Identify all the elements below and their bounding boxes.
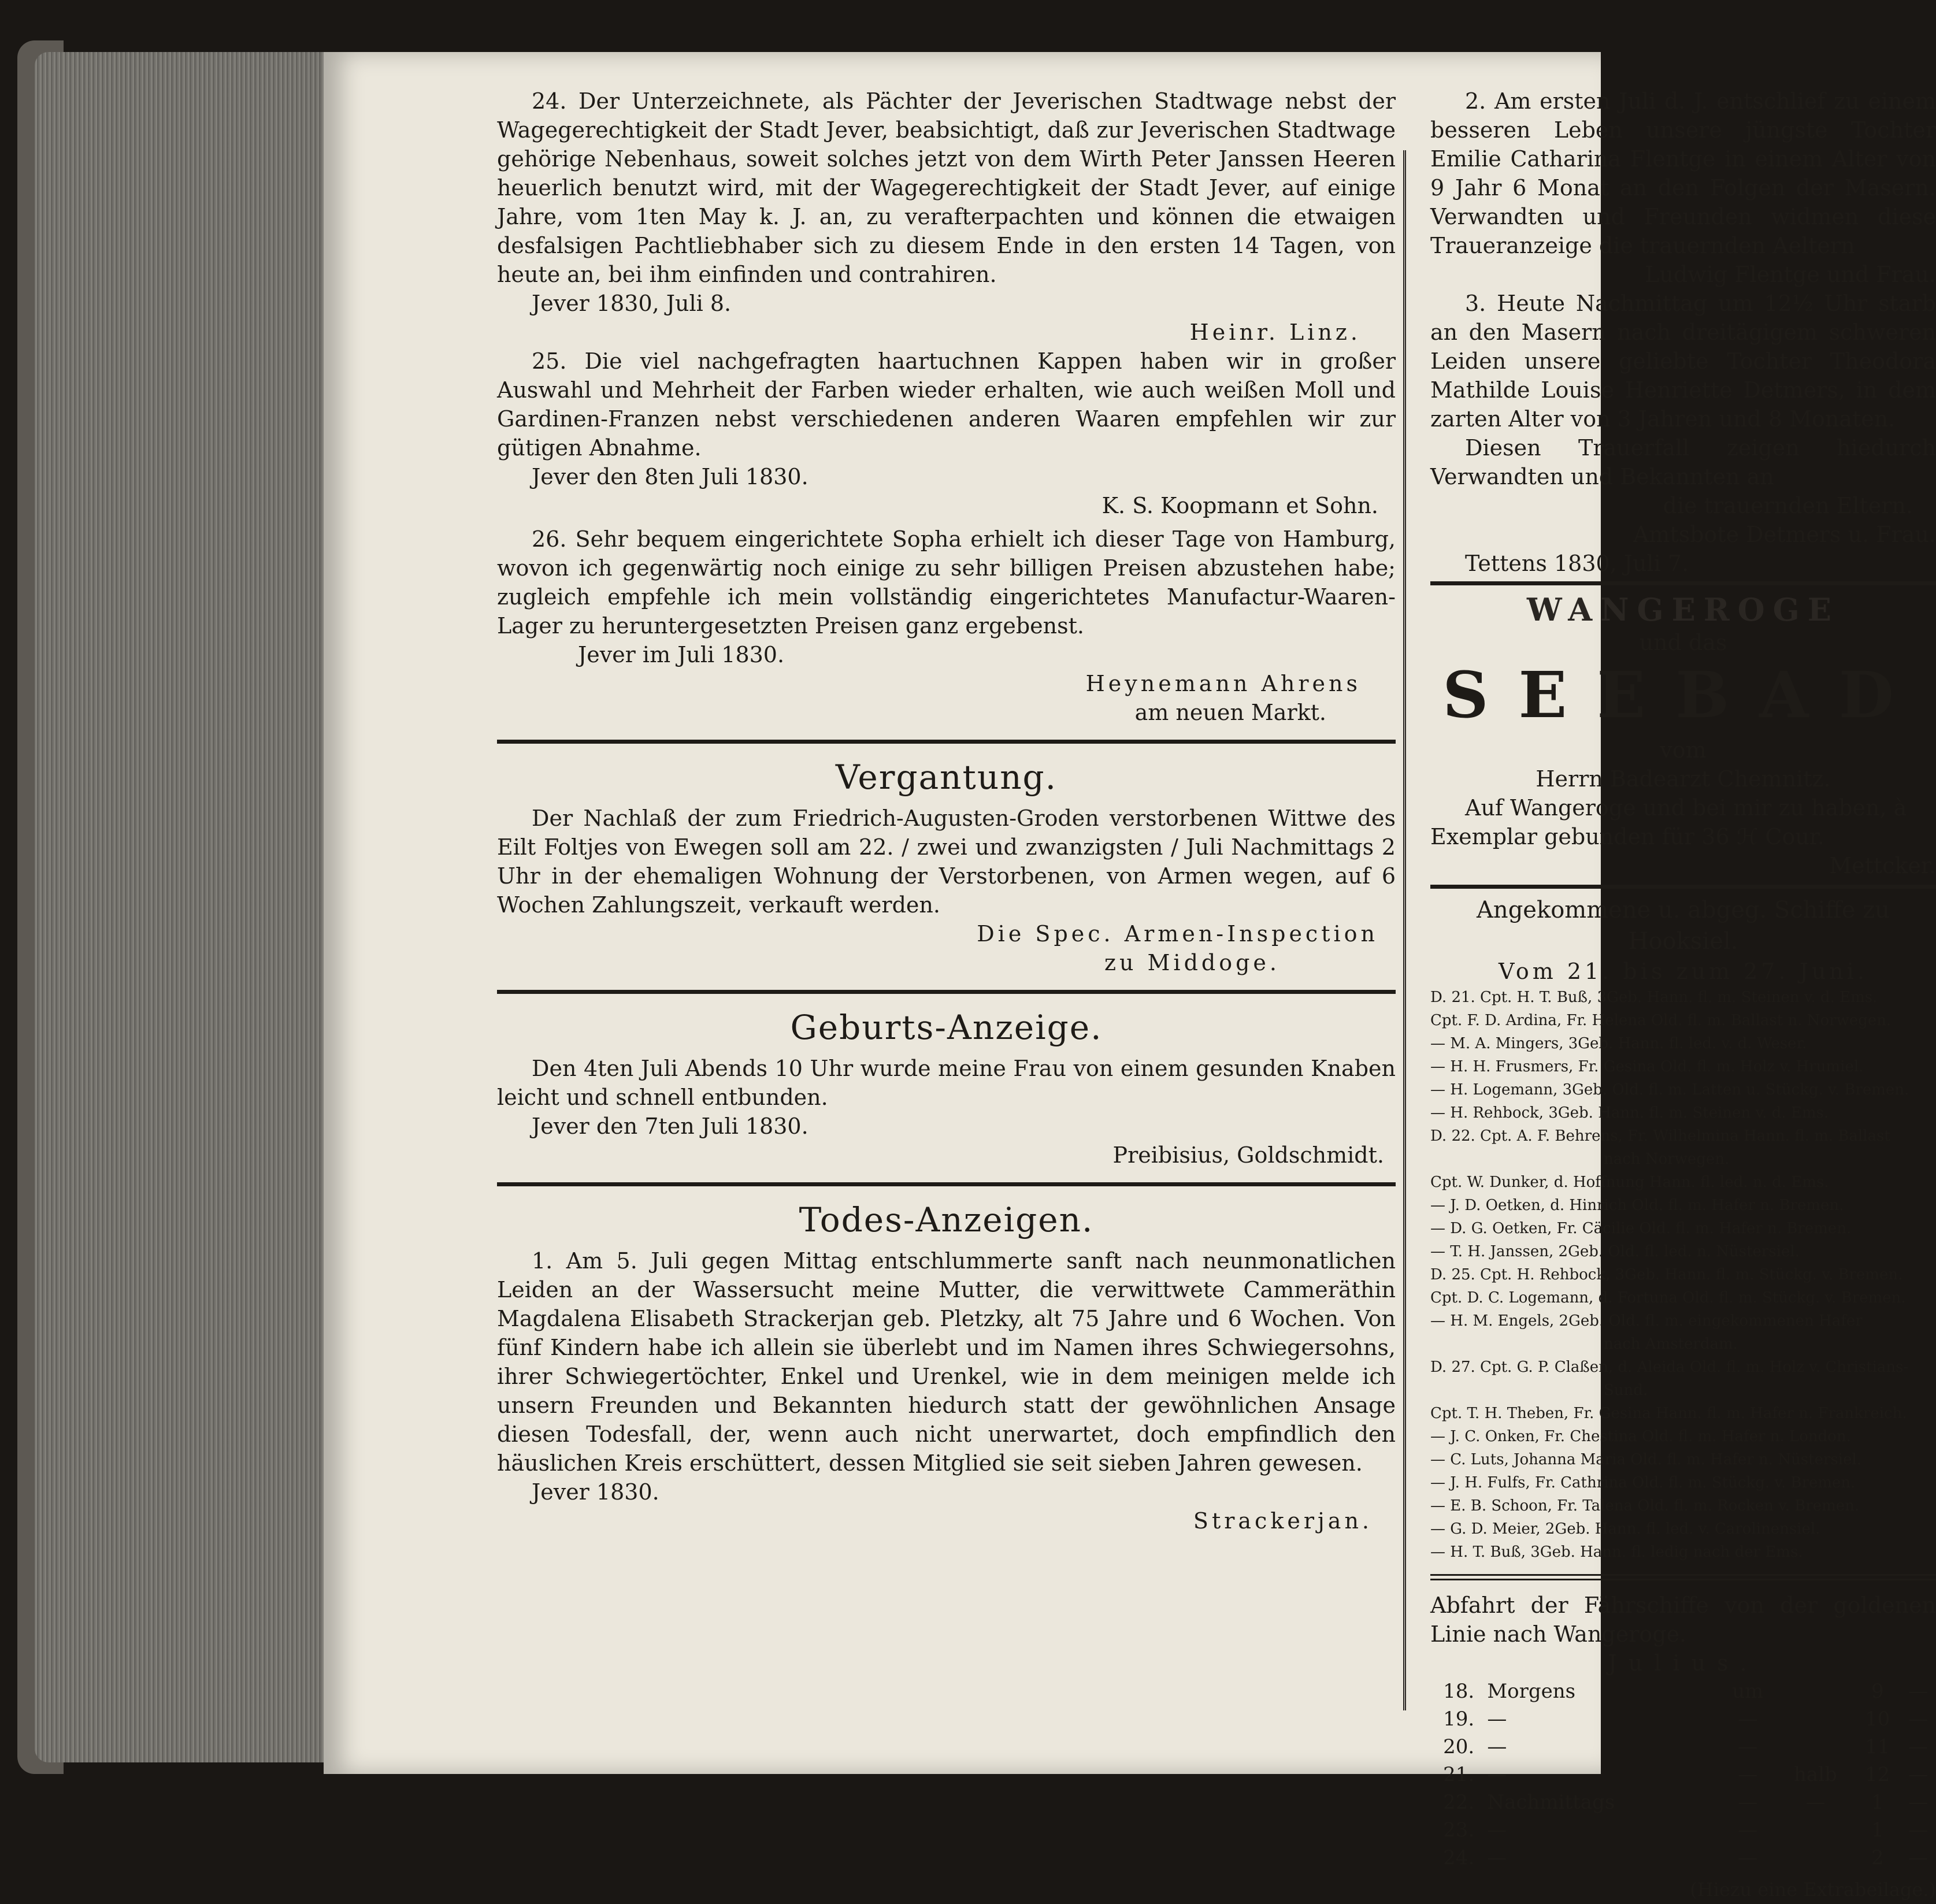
ferry-cell-dash: —	[1908, 1708, 1928, 1731]
death-3-text-2: Diesen Trauerfall zeigen hiedurch Verwandten und Bekannten an	[1430, 435, 1936, 489]
left-column	[497, 87, 1396, 1535]
ferry-cell-dash: —	[1908, 1846, 1928, 1869]
ferry-cell-when: —	[1487, 1763, 1507, 1786]
vergantung-signature: Die Spec. Armen-Inspection	[977, 921, 1378, 947]
ferry-cell-half	[1776, 1677, 1855, 1705]
death-2-signature: Ludwig Flentge und Frau.	[1645, 262, 1936, 287]
ferry-cell-dash: —	[1908, 1763, 1928, 1786]
ferry-cell-dash: —	[1908, 1818, 1928, 1842]
ferry-schedule	[1430, 1677, 1936, 1872]
ship-row: — J. H. Fulfs, Fr. Cathrina Old. fl. m. Stückg. v. Bremen.	[1430, 1474, 1856, 1491]
ferry-cell-dash: —	[1908, 1680, 1928, 1703]
ship-row: — C. Luts, Johanna Maria Old. fl. m. Hafer n. Nüstersiel.	[1430, 1451, 1862, 1468]
ships-heading: Angekommene u. abgeg. Schiffe zu Hooksiel.	[1477, 897, 1890, 955]
ferry-cell-when: —	[1487, 1735, 1507, 1758]
vergantung-text: Der Nachlaß der zum Friedrich-Augusten-Groden verstorbenen Wittwe des Eilt Foltjes von Ewegen soll am 22. / zwei und zwanzigsten / Juli Nachmittags 2 Uhr in der ehemaligen Wohnung der Verstorbenen, von Armen wegen, auf 6 Wochen Zahlungszeit, verkauft werden.	[497, 806, 1396, 918]
book-page-edges	[35, 52, 324, 1762]
seebad-price: Exemplar gebunden für 36 ℋ Cour.	[1430, 824, 1824, 849]
ship-row: — M. A. Mingers, 3Geb. Hann. fl. led. v. d. Weser.	[1430, 1035, 1807, 1052]
geburt-signature: Preibisius, Goldschmidt.	[1112, 1142, 1384, 1168]
ship-row: — H. Logemann, 3Geb. Old. fl. m. Latten u. Stückg. v. Bremen.	[1430, 1081, 1909, 1098]
ferry-cell-hour: 10	[1865, 1708, 1890, 1731]
ship-row: Cpt. D. C. Logemann, d. Fortuna Old. fl. m. Stückg. v. Bremen.	[1430, 1289, 1906, 1307]
ferry-cell-hour: 1	[1871, 1791, 1884, 1814]
seebad-availability: Auf Wangeroge und bei mir zu haben, à	[1465, 795, 1907, 821]
ferry-cell-when: —	[1487, 1708, 1507, 1731]
ship-row: Cpt. T. H. Theben, Fr. Gesina Hann. fl. m. Hafer n. Frankreich.	[1430, 1405, 1907, 1422]
todes-heading: Todes-Anzeigen.	[799, 1200, 1094, 1239]
ship-row: Sund.	[1604, 1382, 1648, 1399]
ferry-cell-hour: 11	[1865, 1735, 1890, 1758]
ferry-row	[1430, 1761, 1936, 1788]
ferry-cell-um: —	[1738, 1818, 1758, 1842]
ship-row: — J. D. Oetken, d. Hinrich Old. fl. m. Hafer n. Bremen.	[1430, 1197, 1844, 1214]
ship-row: D. 25. Cpt. H. Rehbock, 3Geb. Hann. fl. m. Stückg. v. Bremen.	[1430, 1266, 1903, 1283]
ferry-cell-hour: 12	[1865, 1763, 1890, 1786]
ferry-cell-um: um	[1732, 1680, 1764, 1703]
seebad-and: und das	[1639, 630, 1727, 655]
death-3-date: Tettens 1830, Juli 7.	[1465, 551, 1689, 576]
ship-row: — J. C. Onken, Fr. Chestina Old. fl. m. Hafer n. London.	[1430, 1428, 1851, 1445]
ferry-row	[1430, 1733, 1936, 1761]
newspaper-page	[324, 52, 1936, 1901]
ferry-row	[1430, 1788, 1936, 1816]
ferry-cell-day: 19.	[1443, 1708, 1475, 1731]
ship-row: — H. Rehbock, 3Geb. Hann. fl. m. Steinen v. d. Ems.	[1430, 1104, 1829, 1122]
geburt-date: Jever den 7ten Juli 1830.	[532, 1114, 808, 1139]
ferry-cell-um: —	[1738, 1708, 1758, 1731]
death-3-signature-1: die trauernden Eltern.	[1663, 493, 1913, 518]
todes-signature: Strackerjan.	[1193, 1508, 1373, 1534]
ferry-cell-day: 18.	[1443, 1680, 1475, 1703]
ship-row: — D. G. Oetken, Fr. Cäcilie Old. fl. m. Hafer n. Bremen.	[1430, 1220, 1852, 1237]
death-2-text: 2. Am ersten Juli d. J. entschlief zu einem besseren Leben unsere jüngste Tochter Emilie Catharina Flentge in einem Alter von 9 Jahr 6 Monat an den Folgen der Masern. Verwandten und Freunden widmen diese Traueranzeige die trauernden Aeltern	[1430, 88, 1936, 258]
ferry-cell-dash: —	[1908, 1791, 1928, 1814]
death-3-text: 3. Heute Nachmittag um 12½ Uhr starb an den Masern nach dreitägigem schweren Leiden unsere geliebte Tochter Theodora Mathilde Louise Henriette Detmers, in dem zarten Alter von 3 Jahren und 8 Monaten.	[1430, 291, 1936, 432]
seebad-signature: Mettcker.	[1829, 853, 1936, 878]
ship-row: D. 21. Cpt. H. T. Buß, 3Geb. Hann. fl. m. Steinen v. d. Ems.	[1430, 989, 1878, 1006]
ferry-cell-um: —	[1738, 1791, 1758, 1814]
ad-24-text: 24. Der Unterzeichnete, als Pächter der Jeverischen Stadtwage nebst der Wagegerechtigkeit der Stadt Jever, beabsichtigt, daß zur Jeverischen Stadtwage gehörige Nebenhaus, soweit solches jetzt von dem Wirth Peter Janssen Heeren heuerlich benutzt wird, mit der Wagegerechtigkeit der Stadt Jever, auf einige Jahre, vom 1ten May k. J. an, zu verafterpachten und können die etwaigen desfalsigen Pachtliebhaber sich zu diesem Ende in den ersten 14 Tagen, von heute an, bei ihm einfinden und contrahiren.	[497, 88, 1396, 287]
seebad-vom: vom	[1660, 737, 1707, 763]
ferry-cell-day: 23.	[1443, 1818, 1475, 1842]
ferry-cell-half: halb	[1794, 1763, 1837, 1786]
ferry-cell-hour: 2	[1871, 1846, 1884, 1869]
ship-row: — H. M. Engels, 2Geb. Old. fl. m. eingekommenen Hafer	[1430, 1312, 1863, 1330]
geburt-text: Den 4ten Juli Abends 10 Uhr wurde meine Frau von einem gesunden Knaben leicht und schnell entbunden.	[497, 1056, 1396, 1110]
seebad-title: SEEBAD	[1442, 658, 1924, 732]
ferry-heading: Abfahrt der Fährschiffe von der goldenen Linie nach Wangeroge.	[1430, 1593, 1936, 1647]
ships-list	[1430, 986, 1936, 1564]
ship-row: D. 27. Cpt. G. P. Claßen, d. Aleida Old. fl. m. Holz v. Christians-	[1430, 1359, 1909, 1376]
ship-row: — E. B. Schoon, Fr. Talena Old. fl. m. Rocken v. Bremen.	[1430, 1497, 1860, 1515]
ship-row: D. 22. Cpt. A. F. Behrens, Fr. Wilhelmina Hann. fl. m. Ballast	[1430, 1127, 1890, 1145]
ferry-cell-day: 20.	[1443, 1735, 1475, 1758]
ferry-cell-hour: 9	[1871, 1680, 1884, 1703]
ferry-cell-half	[1776, 1733, 1855, 1761]
ferry-cell-day: 22.	[1443, 1791, 1475, 1814]
ferry-row	[1430, 1844, 1936, 1872]
death-3-signature-2: Amtsbote Detmers u. Frau.	[1633, 522, 1936, 547]
ferry-note: (Hiezu eine Extrabeilage.)	[1690, 1879, 1936, 1901]
section-rule	[497, 990, 1396, 994]
ferry-cell-half: —	[1805, 1791, 1826, 1814]
ship-row: Cpt. W. Dunker, d. Hoffnung Hann. fl. led. n. d. Ems.	[1430, 1174, 1829, 1191]
ferry-cell-when: —	[1487, 1818, 1507, 1842]
ferry-cell-half	[1776, 1844, 1855, 1872]
section-rule	[1430, 885, 1936, 889]
ship-row: nach Norwegen.	[1604, 1150, 1730, 1168]
ferry-cell-when: Nachmittags	[1487, 1791, 1615, 1814]
wangeroge-title: WANGEROGE	[1527, 591, 1839, 628]
ship-row: — H. T. Buß, 3Geb. Hann. fl. ledig nach der Ems.	[1430, 1543, 1803, 1561]
seebad-author: Herrn Badearzt Chemnitz.	[1536, 766, 1831, 792]
ship-row: — H. H. Frusmers, Fr. Gesina Old. fl. m. Holz v. Hrumiel.	[1430, 1058, 1864, 1075]
ferry-cell-um: —	[1738, 1735, 1758, 1758]
right-column	[1430, 87, 1936, 1904]
ship-row: nach Amsterdam.	[1604, 1335, 1738, 1353]
ad-26-date: Jever im Juli 1830.	[578, 642, 785, 667]
ferry-cell-dash: —	[1908, 1735, 1928, 1758]
ferry-cell-um: —	[1738, 1763, 1758, 1786]
ferry-cell-day: 21.	[1443, 1763, 1475, 1786]
ferry-row	[1430, 1705, 1936, 1733]
geburt-heading: Geburts-Anzeige.	[790, 1008, 1103, 1047]
ship-row: — T. H. Janssen, 2Geb. Old. fl. led. n. Nüstersiel.	[1430, 1243, 1800, 1260]
ad-26-signature-place: am neuen Markt.	[1134, 700, 1326, 725]
ferry-cell-half	[1776, 1816, 1855, 1844]
ad-26-signature-name: Heynemann Ahrens	[1085, 671, 1361, 696]
ferry-row	[1430, 1816, 1936, 1844]
ad-25-signature: K. S. Koopmann et Sohn.	[1101, 493, 1378, 518]
section-rule-double	[1430, 1574, 1936, 1580]
ad-26-text: 26. Sehr bequem eingerichtete Sopha erhielt ich dieser Tage von Hamburg, wovon ich gegenwärtig noch einige zu sehr billigen Preisen abzustehen habe; zugleich empfehle ich mein vollständig eingerichtetes Manufactur-Waaren-Lager zu heruntergesetzten Preisen ganz ergebenst.	[497, 526, 1396, 639]
ferry-cell-when: —	[1487, 1846, 1507, 1869]
ships-subheading: Vom 21. bis zum 27. Juni.	[1498, 959, 1868, 984]
ferry-cell-when: Morgens	[1487, 1680, 1576, 1703]
todes-date: Jever 1830.	[532, 1479, 659, 1505]
section-rule	[1430, 581, 1936, 585]
todes-text: 1. Am 5. Juli gegen Mittag entschlummerte sanft nach neunmonatlichen Leiden an der Wassersucht meine Mutter, die verwittwete Cammeräthin Magdalena Elisabeth Strackerjan geb. Pletzky, alt 75 Jahre und 6 Wochen. Von fünf Kindern habe ich allein sie überlebt und im Namen ihres Schwiegersohns, ihrer Schwiegertöchter, Enkel und Urenkel, wie in dem meinigen melde ich unsern Freunden und Bekannten hiedurch statt der gewöhnlichen Ansage diesen Todesfall, der, wenn auch nicht unerwartet, doch empfindlich den häuslichen Kreis erschüttert, dessen Mitglied sie seit sieben Jahren gewesen.	[497, 1248, 1396, 1476]
vergantung-heading: Vergantung.	[835, 758, 1058, 797]
ad-24-date: Jever 1830, Juli 8.	[532, 291, 732, 316]
ship-row: Cpt. F. D. Ardina, Fr. Helena Old. fl. m. Ballast n. Norwegen.	[1430, 1012, 1892, 1029]
section-rule	[497, 1182, 1396, 1186]
ferry-row	[1430, 1677, 1936, 1705]
ferry-cell-hour: 1	[1871, 1818, 1884, 1842]
ferry-month: Julius.	[1608, 1650, 1759, 1676]
ferry-cell-half	[1776, 1705, 1855, 1733]
ship-row: — G. D. Meier, 2Geb. Hann. fl. led. v. Carolinensiel.	[1430, 1520, 1820, 1538]
ferry-cell-um: —	[1738, 1846, 1758, 1869]
ad-24-signature: Heinr. Linz.	[1189, 320, 1361, 345]
column-divider	[1403, 150, 1406, 1710]
ad-25-text: 25. Die viel nachgefragten haartuchnen Kappen haben wir in großer Auswahl und Mehrheit der Farben wieder erhalten, wie auch weißen Moll und Gardinen-Franzen nebst verschiedenen anderen Waaren empfehlen wir zur gütigen Abnahme.	[497, 348, 1396, 461]
ad-25-date: Jever den 8ten Juli 1830.	[532, 464, 808, 489]
section-rule	[497, 740, 1396, 744]
vergantung-signature-place: zu Middoge.	[1104, 950, 1280, 975]
ferry-cell-day: 24.	[1443, 1846, 1475, 1869]
